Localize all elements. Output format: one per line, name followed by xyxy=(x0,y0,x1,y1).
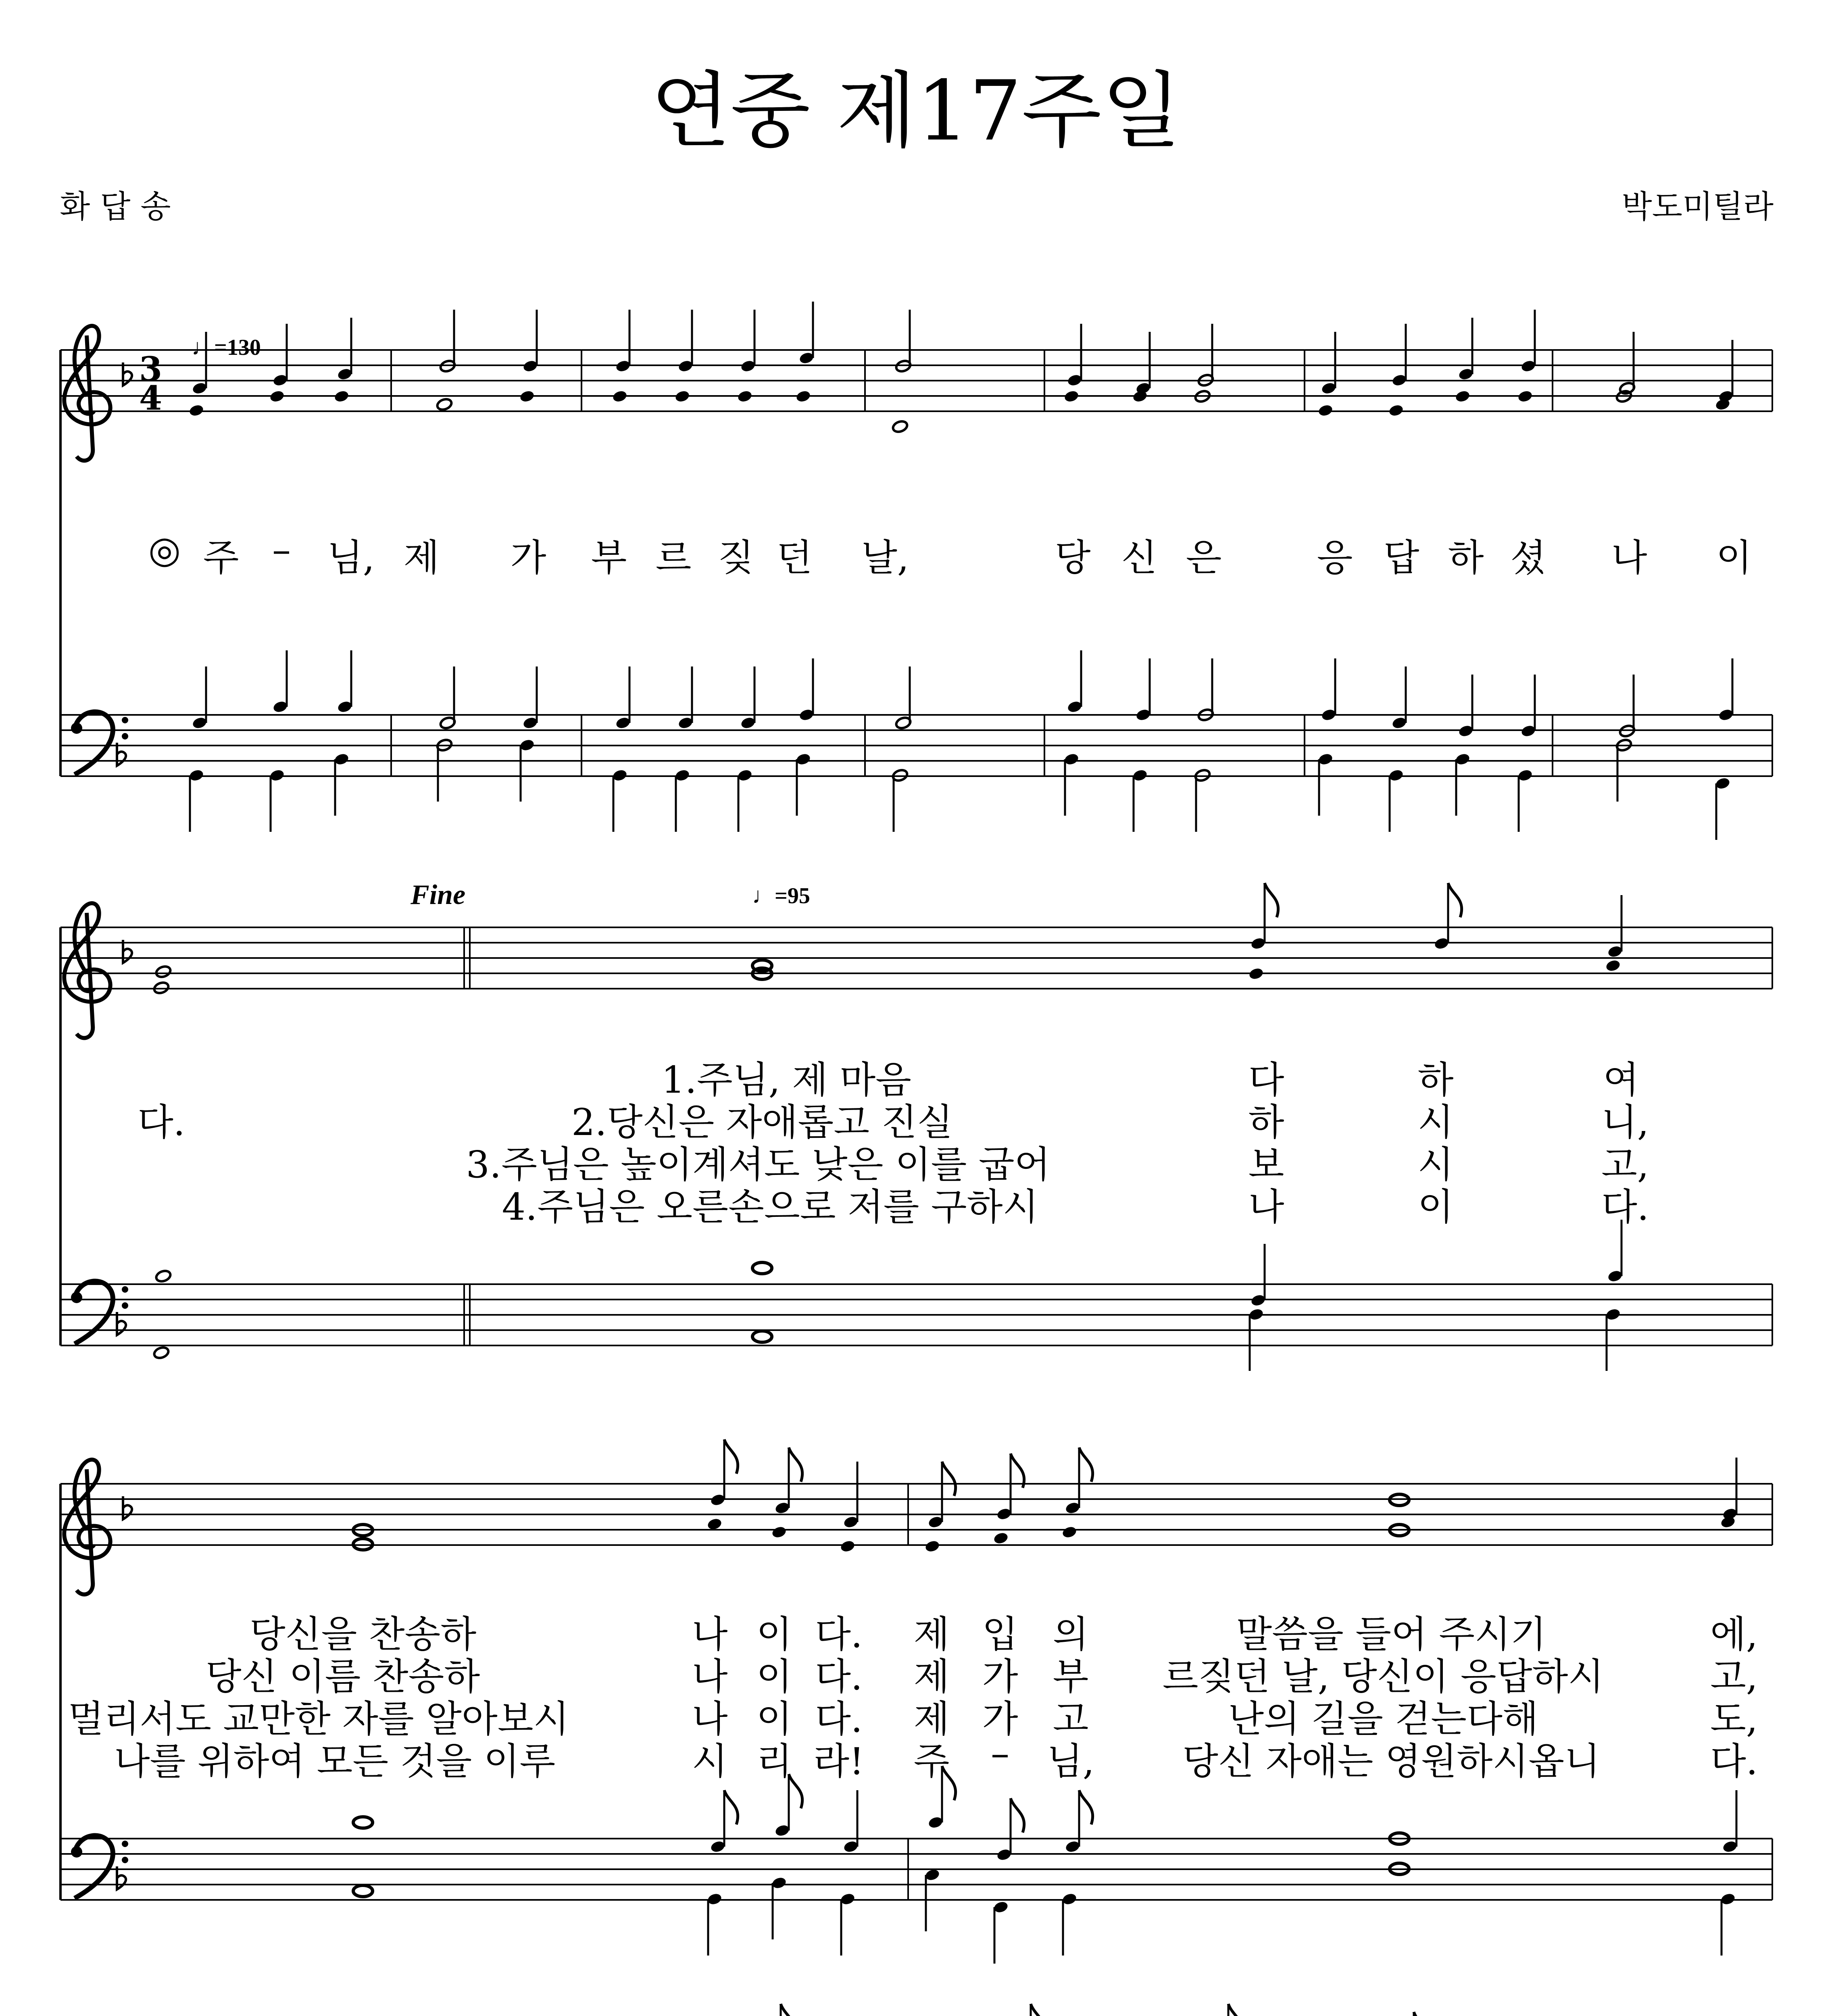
alto-note xyxy=(795,389,811,403)
chord-whole-note xyxy=(353,1885,373,1897)
time-signature: 3 xyxy=(139,350,163,389)
note-flag xyxy=(1228,2004,1242,2016)
lyric-syllable: 응 xyxy=(1317,536,1353,579)
note-flag xyxy=(1079,1790,1093,1824)
alto-note xyxy=(1605,959,1621,973)
alto-note xyxy=(771,1525,787,1539)
alto-note xyxy=(674,389,690,403)
soprano-note xyxy=(155,965,172,979)
lyric-syllable: 라! xyxy=(813,1740,864,1783)
note-flag xyxy=(1414,2012,1428,2016)
note-flag xyxy=(1031,2004,1044,2016)
note-flag xyxy=(724,1439,738,1474)
composer-label: 박도미틸라 xyxy=(1621,189,1774,225)
lyric-syllable: 다. xyxy=(1601,1185,1649,1229)
lyric-syllable: 셨 xyxy=(1510,536,1546,579)
lyric-syllable: 여 xyxy=(1603,1058,1639,1102)
verse-2-text: 2.당신은 자애롭고 진실 xyxy=(571,1101,953,1144)
lyric-syllable: 의 xyxy=(1053,1613,1089,1656)
lyric-syllable: 니, xyxy=(1601,1101,1649,1144)
lyric-syllable: – xyxy=(991,1732,1009,1775)
alto-note xyxy=(269,389,285,403)
alto-note xyxy=(993,1531,1009,1545)
tenor-note xyxy=(155,1269,172,1283)
alto-note xyxy=(924,1539,940,1553)
alto-note xyxy=(707,1517,723,1531)
note-flag xyxy=(1011,1798,1024,1833)
alto-note xyxy=(1317,404,1334,417)
lyric-syllable: 던 xyxy=(776,536,813,579)
lyric-syllable: 이 xyxy=(756,1655,792,1698)
verse-2-text: 당신 이름 찬송하 xyxy=(205,1655,480,1698)
note-flag xyxy=(942,1462,956,1496)
verse-phrase: 난의 길을 걷는다해 xyxy=(1228,1697,1538,1741)
alto-note xyxy=(1061,1525,1078,1539)
alto-note xyxy=(1063,389,1080,403)
lyric-syllable: 짖 xyxy=(718,536,754,579)
chord-whole-note xyxy=(353,1817,373,1828)
lyric-syllable: 부 xyxy=(591,536,627,579)
lyric-syllable: 고, xyxy=(1710,1655,1758,1698)
verse-1-text: 1.주님, 제 마음 xyxy=(661,1058,911,1102)
alto-note xyxy=(1248,967,1264,981)
alto-note xyxy=(612,389,628,403)
lyric-syllable: 가 xyxy=(982,1655,1018,1698)
lyric-syllable: ◎ xyxy=(148,528,181,571)
verse-phrase: 당신 자애는 영원하시옵니 xyxy=(1182,1740,1601,1783)
treble-clef-icon xyxy=(64,903,110,1038)
lyric-syllable: 하 xyxy=(1448,536,1484,579)
lyric-syllable: 이 xyxy=(1417,1185,1454,1229)
lyric-syllable: 다. xyxy=(137,1101,185,1144)
lyric-syllable: 제 xyxy=(403,536,440,579)
alto-note xyxy=(737,389,753,403)
time-signature: 4 xyxy=(139,379,163,418)
tempo-marking-1: ♩=130 xyxy=(192,335,261,360)
lyric-syllable: 다. xyxy=(815,1613,863,1656)
alto-note xyxy=(436,398,453,412)
lyric-syllable: 이 xyxy=(756,1613,792,1656)
lyric-syllable: 시 xyxy=(692,1740,728,1783)
lyric-syllable: 부 xyxy=(1053,1655,1089,1698)
note-flag xyxy=(1448,883,1462,917)
lyric-syllable: 나 xyxy=(692,1613,728,1656)
lyric-syllable: 시 xyxy=(1417,1143,1454,1186)
note-flag xyxy=(1265,883,1278,917)
lyric-syllable: 에, xyxy=(1710,1613,1758,1656)
lyric-syllable: 제 xyxy=(913,1613,950,1656)
chord-whole-note xyxy=(752,1262,772,1274)
lyric-syllable: 답 xyxy=(1383,536,1419,579)
lyric-syllable: 르 xyxy=(655,536,692,579)
lyric-syllable: 님, xyxy=(327,536,375,579)
note-flag xyxy=(1011,1454,1024,1488)
lyric-syllable: 나 xyxy=(1248,1185,1284,1229)
note-flag xyxy=(1079,1447,1093,1482)
lyric-syllable: 주 xyxy=(203,536,239,579)
lyric-syllable: 다. xyxy=(1710,1740,1758,1783)
lyric-syllable: 이 xyxy=(756,1697,792,1741)
lyric-syllable: 하 xyxy=(1248,1101,1284,1144)
lyric-syllable: 이 xyxy=(1716,536,1752,579)
lyric-syllable: 입 xyxy=(982,1613,1018,1656)
alto-note xyxy=(188,404,204,417)
lyric-syllable: 신 xyxy=(1121,536,1157,579)
fine-marking: Fine xyxy=(411,879,466,910)
verse-4-text: 나를 위하여 모든 것을 이루 xyxy=(114,1740,556,1783)
chord-whole-note xyxy=(752,1331,772,1342)
lyric-syllable: 나 xyxy=(1611,536,1647,579)
lyric-syllable: 고 xyxy=(1053,1697,1089,1741)
alto-note xyxy=(519,389,535,403)
note-flag xyxy=(724,1790,738,1824)
verse-4-text: 4.주님은 오른손으로 저를 구하시 xyxy=(502,1185,1039,1229)
lyric-syllable: 나 xyxy=(692,1697,728,1741)
verse-phrase: 말씀을 들어 주시기 xyxy=(1236,1613,1546,1656)
lyric-syllable: 은 xyxy=(1186,536,1222,579)
alto-note xyxy=(1517,389,1533,403)
lyric-syllable: 날, xyxy=(861,536,909,579)
treble-clef-icon xyxy=(64,326,110,460)
lyric-syllable: 하 xyxy=(1417,1058,1454,1102)
alto-note xyxy=(840,1539,856,1553)
genre-label: 화 답 송 xyxy=(60,189,171,225)
lyric-syllable: 고, xyxy=(1601,1143,1649,1186)
alto-note xyxy=(1455,389,1471,403)
lyric-syllable: 가 xyxy=(510,536,546,579)
verse-phrase: 르짖던 날, 당신이 응답하시 xyxy=(1162,1655,1604,1698)
lyric-syllable: 님, xyxy=(1046,1740,1095,1783)
lyric-syllable: 가 xyxy=(982,1697,1018,1741)
lyric-syllable: 시 xyxy=(1417,1101,1454,1144)
bass-note xyxy=(153,1346,170,1360)
lyric-syllable: 제 xyxy=(913,1697,950,1741)
verse-3-text: 멀리서도 교만한 자를 알아보시 xyxy=(68,1697,569,1741)
note-flag xyxy=(781,2004,794,2016)
verse-3-text: 3.주님은 높이계셔도 낮은 이를 굽어 xyxy=(466,1143,1050,1186)
lyric-syllable: 나 xyxy=(692,1655,728,1698)
treble-clef-icon xyxy=(64,1460,110,1594)
lyric-syllable: 다. xyxy=(815,1697,863,1741)
lyric-syllable: 다. xyxy=(815,1655,863,1698)
lyric-syllable: 제 xyxy=(913,1655,950,1698)
alto-note xyxy=(1388,404,1404,417)
lyric-syllable: 다 xyxy=(1248,1058,1284,1102)
lyric-syllable: 보 xyxy=(1248,1143,1284,1186)
lyric-syllable: 당 xyxy=(1055,536,1091,579)
lyric-syllable: – xyxy=(272,528,291,571)
lyric-syllable: 주 xyxy=(913,1740,950,1783)
lyric-syllable: 리 xyxy=(756,1740,792,1783)
page-title: 연중 제17주일 xyxy=(650,63,1182,159)
alto-note xyxy=(333,389,350,403)
verse-1-text: 당신을 찬송하 xyxy=(249,1613,477,1656)
lyric-syllable: 도, xyxy=(1710,1697,1758,1741)
alto-note xyxy=(892,420,909,434)
tempo-marking-2: ♩=95 xyxy=(752,883,810,908)
note-flag xyxy=(789,1447,802,1482)
